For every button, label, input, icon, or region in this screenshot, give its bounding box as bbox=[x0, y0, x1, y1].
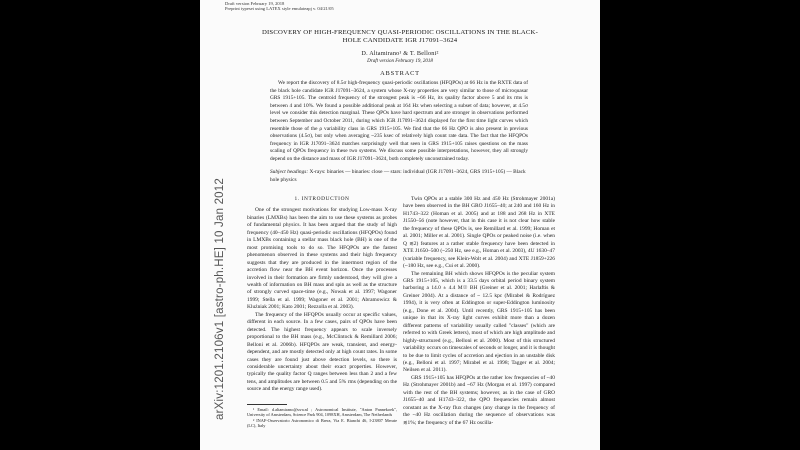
intro-paragraph-1: One of the strongest motivations for studying Low-mass X-ray binaries (LMXBs) has been the aim to use these systems as probes of fundamental physics. It has been argued that the study of high frequency (40–450 Hz) quasi-periodic oscillations (HFQPOs) found in LMXBs containing a stellar mass black hole (BH) is one of the most promising tools to do so. The HFQPOs are the fastest phenomenon observed in these systems and their high frequency suggests that they are produced in the innermost region of the accretion flow near the BH event horizon. Once the processes involved in their formation are firmly understood, they will give a wealth of information on BH mass and spin as well as the structure of strongly curved space-time (e.g., Nowak et al. 1997; Wagoner 1999; Stella et al. 1999; Wagoner et al. 2001; Abramowicz & Kluźniak 2001; Kato 2001; Rezzolla et al. 2003). bbox=[247, 207, 397, 311]
subject-headings-label: Subject headings: bbox=[270, 169, 309, 175]
right-paragraph-1: Twin QPOs at a stable 300 Hz and 450 Hz (Strohmayer 2001a) have been observed in the BH GRO J1655–40; at 240 and 160 Hz in H1743–322 (Homan et al. 2005) and at 188 and 268 Hz in XTE J1550–56 (note however, that in this case it is not clear how stable the frequency of these QPOs is, see Remillard et al. 1999; Homan et al. 2001; Miller et al. 2001). Single QPOs or peaked noise (i.e. when Q ≲2) features at a rather stable frequency have been detected in XTE J1650–500 (~250 Hz, see e.g., Homan et al. 2003), 4U 1630–47 (variable frequency, see Klein-Wolt et al. 2004) and XTE J1859+226 (~180 Hz, see e.g., Cui et al. 2000). bbox=[403, 196, 555, 270]
abstract-heading: ABSTRACT bbox=[380, 70, 420, 77]
preprint-line: Preprint typeset using LATEX style emulateapj v. 04/21/05 bbox=[225, 6, 334, 12]
arxiv-identifier: arXiv:1201.2106v1 [astro-ph.HE] 10 Jan 2012 bbox=[214, 178, 226, 420]
right-paragraph-2: The remaining BH which shows HFQPOs is the peculiar system GRS 1915+105, which is a 33.5 days orbital period binary system harboring a 14.0 ± 4.4 M☉ BH (Greiner et al. 2001; Harlaftis & Greiner 2004). At a distance of ~ 12.5 kpc (Mirabel & Rodríguez 1994), it is very often at Eddington or super-Eddington luminosity (e.g., Done et al. 2004). Until recently, GRS 1915+105 has been unique in that its X-ray light curves exhibit more than a dozen different patterns of variability usually called "classes" (which are referred to with Greek letters), most of which are high amplitude and highly-structured (e.g., Belloni et al. 2000). Most of this structured variability occurs on timescales of seconds or longer, and it is thought to be due to limit cycles of accretion and ejection in an unstable disk (e.g., Belloni et al. 1997; Mirabel et al. 1998; Tagger et al. 2004; Neilsen et al. 2011). bbox=[403, 270, 555, 374]
subject-headings-list: X-rays: binaries — binaries: close — stars: individual (IGR J17091–3624, GRS 1915+105) — Black hole physics bbox=[270, 169, 526, 183]
paper-title: DISCOVERY OF HIGH-FREQUENCY QUASI-PERIODIC OSCILLATIONS IN THE BLACK-HOLE CANDIDATE IGR J17091–3624 bbox=[261, 29, 539, 44]
left-column bbox=[247, 196, 397, 428]
paper-page bbox=[200, 0, 600, 450]
section-heading-introduction: 1. INTRODUCTION bbox=[294, 196, 350, 202]
footnote-divider bbox=[247, 404, 287, 405]
intro-paragraph-2: The frequency of the HFQPOs usually occur at specific values, different in each source. In a few cases, pairs of QPOs have been detected. The highest frequency appears to scale inversely proportional to the BH mass (e.g., McClintock & Remillard 2006; Belloni et al. 2006b). HFQPOs are weak, transient, and energy-dependent, and are mostly detected only at high count rates. In some cases they are found just above detection levels, so there is considerable uncertainty about their exact properties. However, typically the quality factor Q ranges between less than 2 and a few tens, and amplitudes are between 0.5 and 5% rms (depending on the source and the energy range used). bbox=[247, 311, 397, 393]
draft-note: Draft version February 19, 2018 bbox=[367, 59, 433, 64]
footnote-1: ¹ Email: d.altamirano@uva.nl ; Astronomical Institute, "Anton Pannekoek", University of Amsterdam, Science Park 904, 1098XH, Amsterdam, The Netherlands bbox=[247, 406, 397, 418]
page-header bbox=[225, 1, 334, 11]
abstract-text: We report the discovery of 8.5σ high-frequency quasi-periodic oscillations (HFQPOs) at 66 Hz in the RXTE data of the black hole candidate IGR J17091–3624, a system whose X-ray properties are very similar to those of microquasar GRS 1915+105. The centroid frequency of the strongest peak is ~66 Hz, its quality factor above 5 and its rms is between 4 and 10%. We found a possible additional peak at 164 Hz when selecting a subset of data; however, at 4.5σ level we consider this detection marginal. These QPOs have hard spectrum and are stronger in observations performed between September and October 2011, during which IGR J17091–3624 displayed for the first time light curves which resemble those of the ρ variability class in GRS 1915+105. We find that the 66 Hz QPO is also present in previous observations (4.5σ), but only when averaging ~235 ksec of relatively high count rate data. The fact that the HFQPOs frequency in IGR J17091–3624 matches surprisingly well that seen in GRS 1915+105 raises questions on the mass scaling of QPOs frequency in these two systems. We discuss some possible interpretations, however, they all strongly depend on the distance and mass of IGR J17091–3624, both completely unconstrained today. bbox=[270, 80, 528, 162]
right-paragraph-3: GRS 1915+105 has HFQPOs at the rather low frequencies of ~40 Hz (Strohmayer 2001b) and ~67 Hz (Morgan et al. 1997) compared with the rest of the BH systems; however, as in the case of GRO J1655–40 and H1743–322, the QPO frequencies remain almost constant as the X-ray flux changes (any change in the frequency of the ~40 Hz oscillation during the sequence of observations was ≲1%; the frequency of the 67 Hz oscilla- bbox=[403, 374, 555, 426]
draft-line: Draft version February 19, 2018 bbox=[225, 1, 285, 6]
paper-authors: D. Altamirano¹ & T. Belloni² bbox=[361, 50, 439, 57]
right-column bbox=[403, 196, 555, 427]
footnote-2: ² INAF-Osservatorio Astronomico di Brera, Via E. Bianchi 46, I-23807 Merate (LC), Italy bbox=[247, 417, 397, 428]
subject-headings bbox=[270, 169, 528, 184]
